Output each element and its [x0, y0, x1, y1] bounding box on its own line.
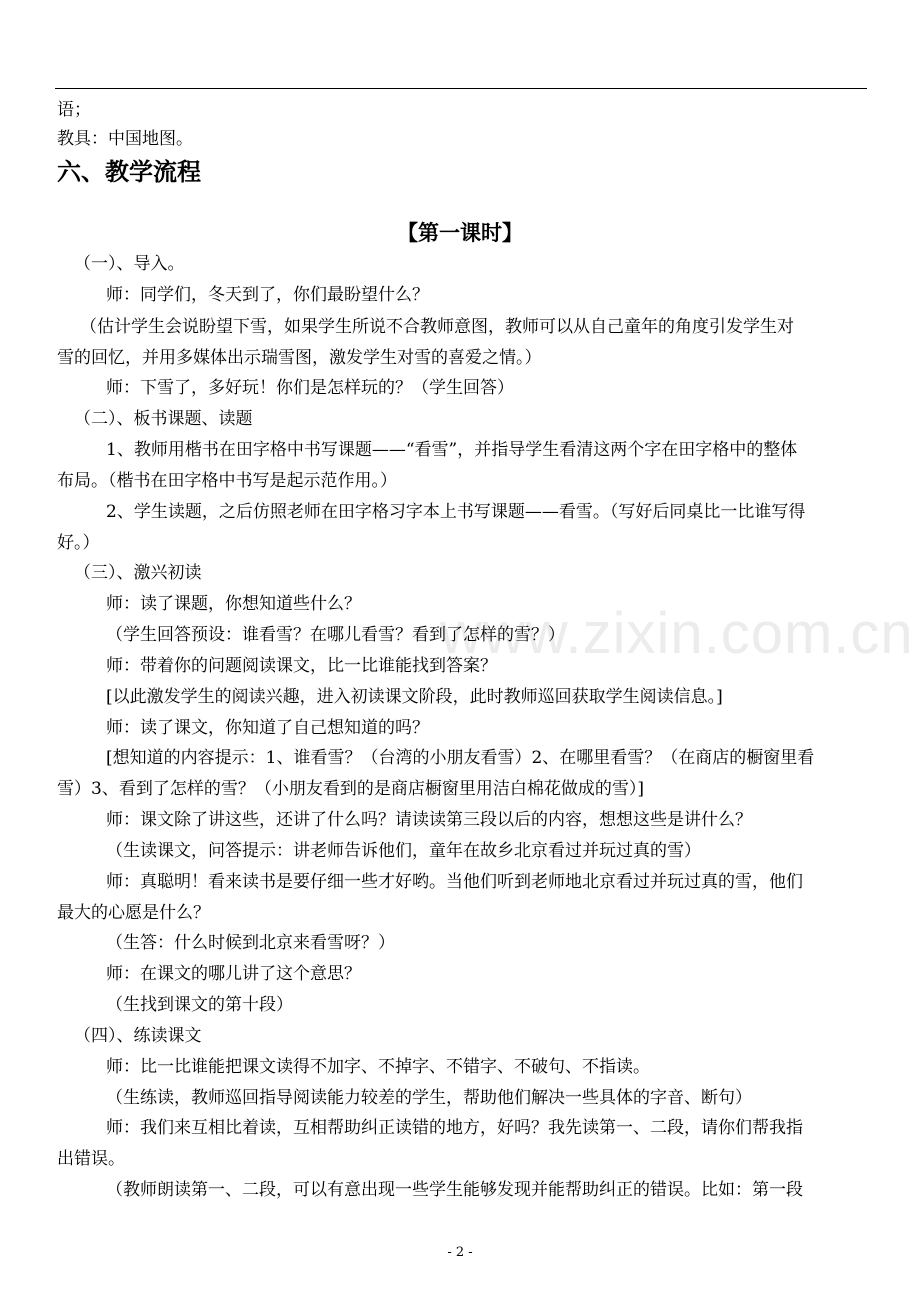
text-line: 师：课文除了讲这些，还讲了什么吗？请读读第三段以后的内容，想想这些是讲什么？	[106, 810, 752, 830]
text-line: 2、学生读题，之后仿照老师在田字格习字本上书写课题——看雪。（写好后同桌比一比谁写得	[106, 502, 806, 522]
text-line: （四）、练读课文	[74, 1026, 202, 1046]
text-line: （估计学生会说盼望下雪，如果学生所说不合教师意图，教师可以从自己童年的角度引发学生对	[80, 317, 794, 337]
text-line: 师：同学们，冬天到了，你们最盼望什么？	[106, 285, 429, 305]
text-line: 师：读了课题，你想知道些什么？	[106, 594, 361, 614]
text-line: 师：我们来互相比着读，互相帮助纠正读错的地方，好吗？我先读第一、二段，请你们帮我指	[106, 1118, 803, 1138]
page-number: - 2 -	[447, 1245, 473, 1260]
header-rule	[55, 88, 867, 89]
text-line: 师：真聪明！看来读书是要仔细一些才好哟。当他们听到老师地北京看过并玩过真的雪，他们	[106, 872, 803, 892]
text-line: 师：带着你的问题阅读课文，比一比谁能找到答案？	[106, 656, 497, 676]
top-text-2: 教具：中国地图。	[57, 129, 193, 149]
text-line: 雪）3、看到了怎样的雪？（小朋友看到的是商店橱窗里用洁白棉花做成的雪）]	[57, 779, 644, 799]
text-line: （生答：什么时候到北京来看雪呀？）	[106, 933, 395, 953]
text-line: （生读课文，问答提示：讲老师告诉他们，童年在故乡北京看过并玩过真的雪）	[106, 841, 701, 861]
watermark: www.zixin.com.cn	[440, 601, 914, 666]
text-line: （生练读，教师巡回指导阅读能力较差的学生，帮助他们解决一些具体的字音、断句）	[106, 1088, 752, 1108]
text-line: （二）、板书课题、读题	[74, 409, 253, 429]
top-text-1: 语；	[57, 100, 91, 120]
text-line: [以此激发学生的阅读兴趣，进入初读课文阶段，此时教师巡回获取学生阅读信息。]	[106, 687, 723, 707]
text-line: 好。）	[57, 533, 100, 553]
text-line: [想知道的内容提示：1、谁看雪？（台湾的小朋友看雪）2、在哪里看雪？（在商店的橱窗里看	[106, 748, 815, 768]
text-line: 1、教师用楷书在田字格中书写课题——“看雪”，并指导学生看清这两个字在田字格中的整体	[106, 440, 798, 460]
text-line: （生找到课文的第十段）	[106, 995, 293, 1015]
text-line: 最大的心愿是什么？	[57, 903, 210, 923]
text-line: 师：比一比谁能把课文读得不加字、不掉字、不错字、不破句、不指读。	[106, 1057, 650, 1077]
text-line: 出错误。	[57, 1149, 125, 1169]
text-line: （一）、导入。	[74, 254, 185, 274]
text-line: （三）、激兴初读	[74, 563, 202, 583]
text-line: 雪的回忆，并用多媒体出示瑞雪图，激发学生对雪的喜爱之情。）	[57, 348, 542, 368]
text-line: 布局。（楷书在田字格中书写是起示范作用。）	[57, 471, 397, 491]
text-line: 师：在课文的哪儿讲了这个意思？	[106, 964, 361, 984]
section-heading: 六、教学流程	[57, 158, 201, 186]
lesson-title: 【第一课时】	[397, 221, 523, 245]
text-line: 师：下雪了，多好玩！你们是怎样玩的？（学生回答）	[106, 378, 514, 398]
text-line: （教师朗读第一、二段，可以有意出现一些学生能够发现并能帮助纠正的错误。比如：第一段	[106, 1180, 803, 1200]
text-line: （学生回答预设：谁看雪？在哪儿看雪？看到了怎样的雪？）	[106, 625, 565, 645]
text-line: 师：读了课文，你知道了自己想知道的吗？	[106, 718, 429, 738]
